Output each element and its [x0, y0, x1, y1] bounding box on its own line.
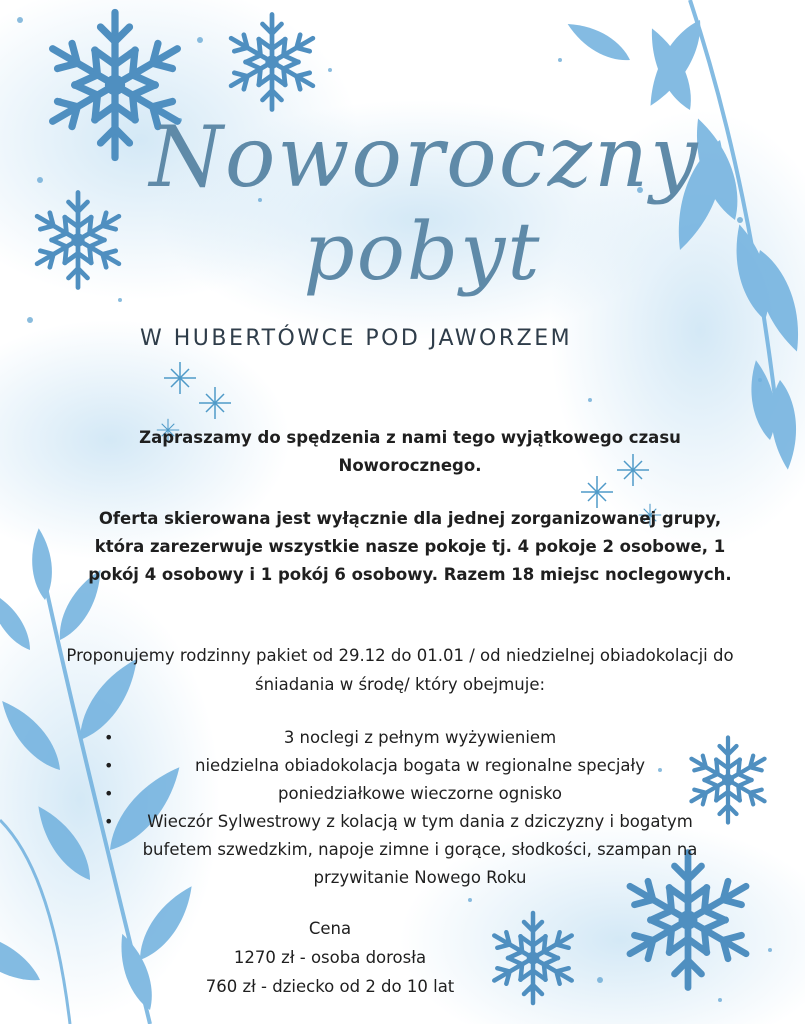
list-item: • Wieczór Sylwestrowy z kolacją w tym dania z dziczyzny i bogatym bufetem szwedzkim, napoje zimne i gorące, słodkości, szampan na przywitanie Nowego Roku	[100, 808, 700, 892]
price-adult: 1270 zł - osoba dorosła	[233, 948, 427, 967]
intro-paragraph: Zapraszamy do spędzenia z nami tego wyjątkowego czasu Noworocznego.	[139, 428, 681, 475]
price-block	[180, 914, 480, 1001]
title-line-2: pobyt	[303, 205, 542, 298]
list-item: • poniedziałkowe wieczorne ognisko	[100, 780, 700, 808]
price-child: 760 zł - dziecko od 2 do 10 lat	[205, 977, 455, 996]
offer-paragraph: Oferta skierowana jest wyłącznie dla jednej zorganizowanej grupy, która zarezerwuje wszystkie nasze pokoje tj. 4 pokoje 2 osobowe, 1 pokój 4 osobowy i 1 pokój 6 osobowy. Razem 18 miejsc noclegowych.	[88, 509, 732, 584]
package-paragraph: Proponujemy rodzinny pakiet od 29.12 do 01.01 / od niedzielnej obiadokolacji do śniadania w środę/ który obejmuje:	[66, 646, 734, 694]
subtitle: W HUBERTÓWCE POD JAWORZEM	[140, 326, 573, 351]
price-label: Cena	[308, 919, 352, 938]
title-line-1: Noworoczny	[149, 108, 700, 206]
package-items-list	[100, 724, 700, 892]
list-item: • niedzielna obiadokolacja bogata w regionalne specjały	[100, 752, 700, 780]
list-item: • 3 noclegi z pełnym wyżywieniem	[100, 724, 700, 752]
